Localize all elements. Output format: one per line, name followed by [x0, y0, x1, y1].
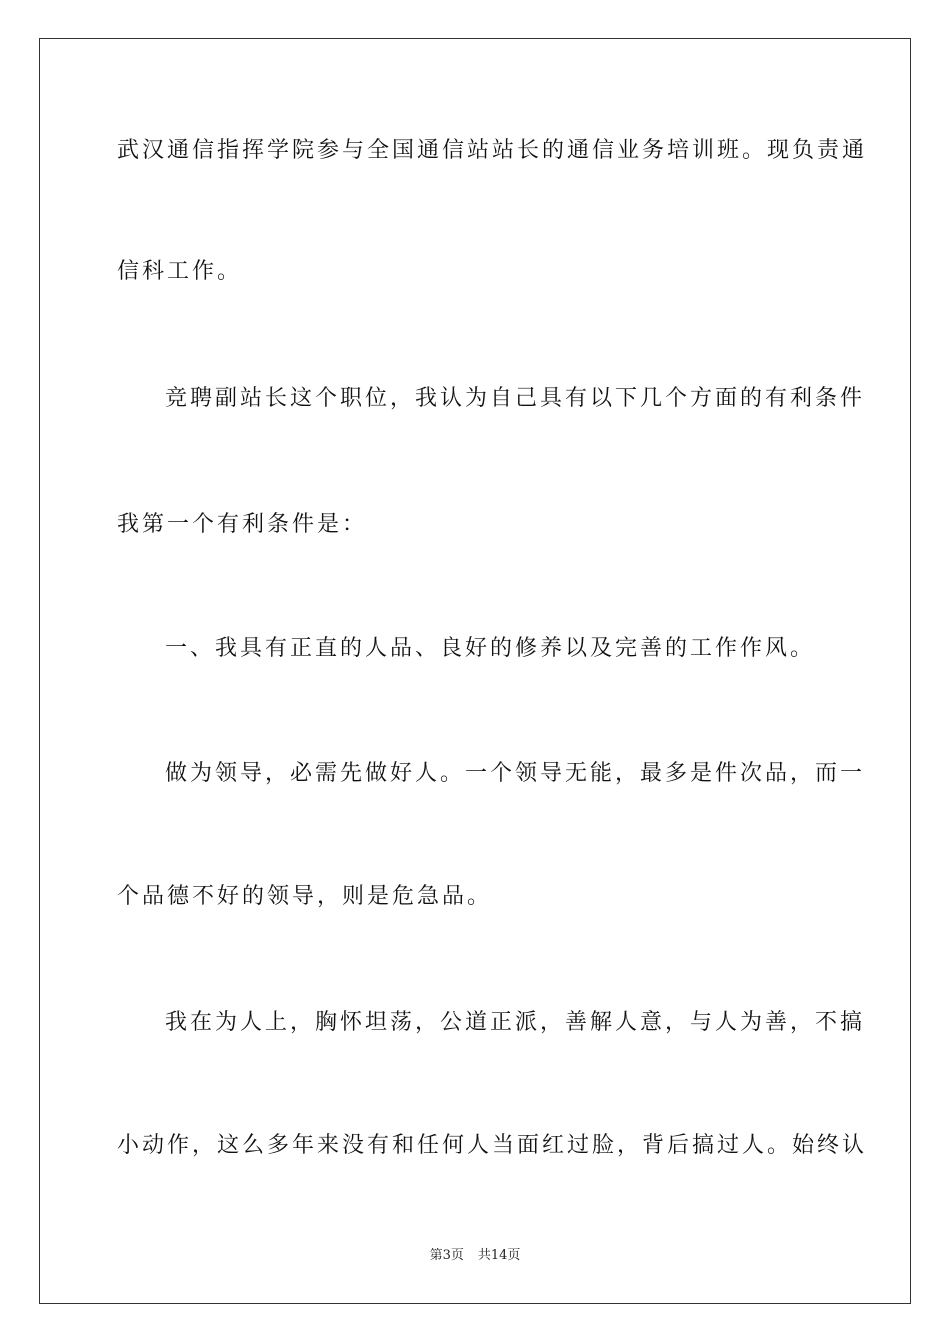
text-line: 竞聘副站长这个职位，我认为自己具有以下几个方面的有利条件	[165, 386, 866, 411]
text-line: 我在为人上，胸怀坦荡，公道正派，善解人意，与人为善，不搞	[165, 1010, 866, 1035]
text-line: 我第一个有利条件是：	[117, 512, 368, 537]
text-line: 信科工作。	[117, 259, 243, 284]
text-line: 一、我具有正直的人品、良好的修养以及完善的工作作风。	[165, 636, 816, 661]
page-total: 共14页	[477, 1248, 521, 1263]
page-border	[39, 38, 911, 1304]
text-line: 武汉通信指挥学院参与全国通信站站长的通信业务培训班。现负责通	[117, 138, 868, 163]
text-line: 个品德不好的领导，则是危急品。	[117, 884, 493, 909]
text-line: 小动作，这么多年来没有和任何人当面红过脸，背后搞过人。始终认	[117, 1133, 868, 1158]
page-footer	[0, 1247, 950, 1265]
page-number: 第3页	[429, 1248, 464, 1263]
text-line: 做为领导，必需先做好人。一个领导无能，最多是件次品，而一	[165, 761, 866, 786]
